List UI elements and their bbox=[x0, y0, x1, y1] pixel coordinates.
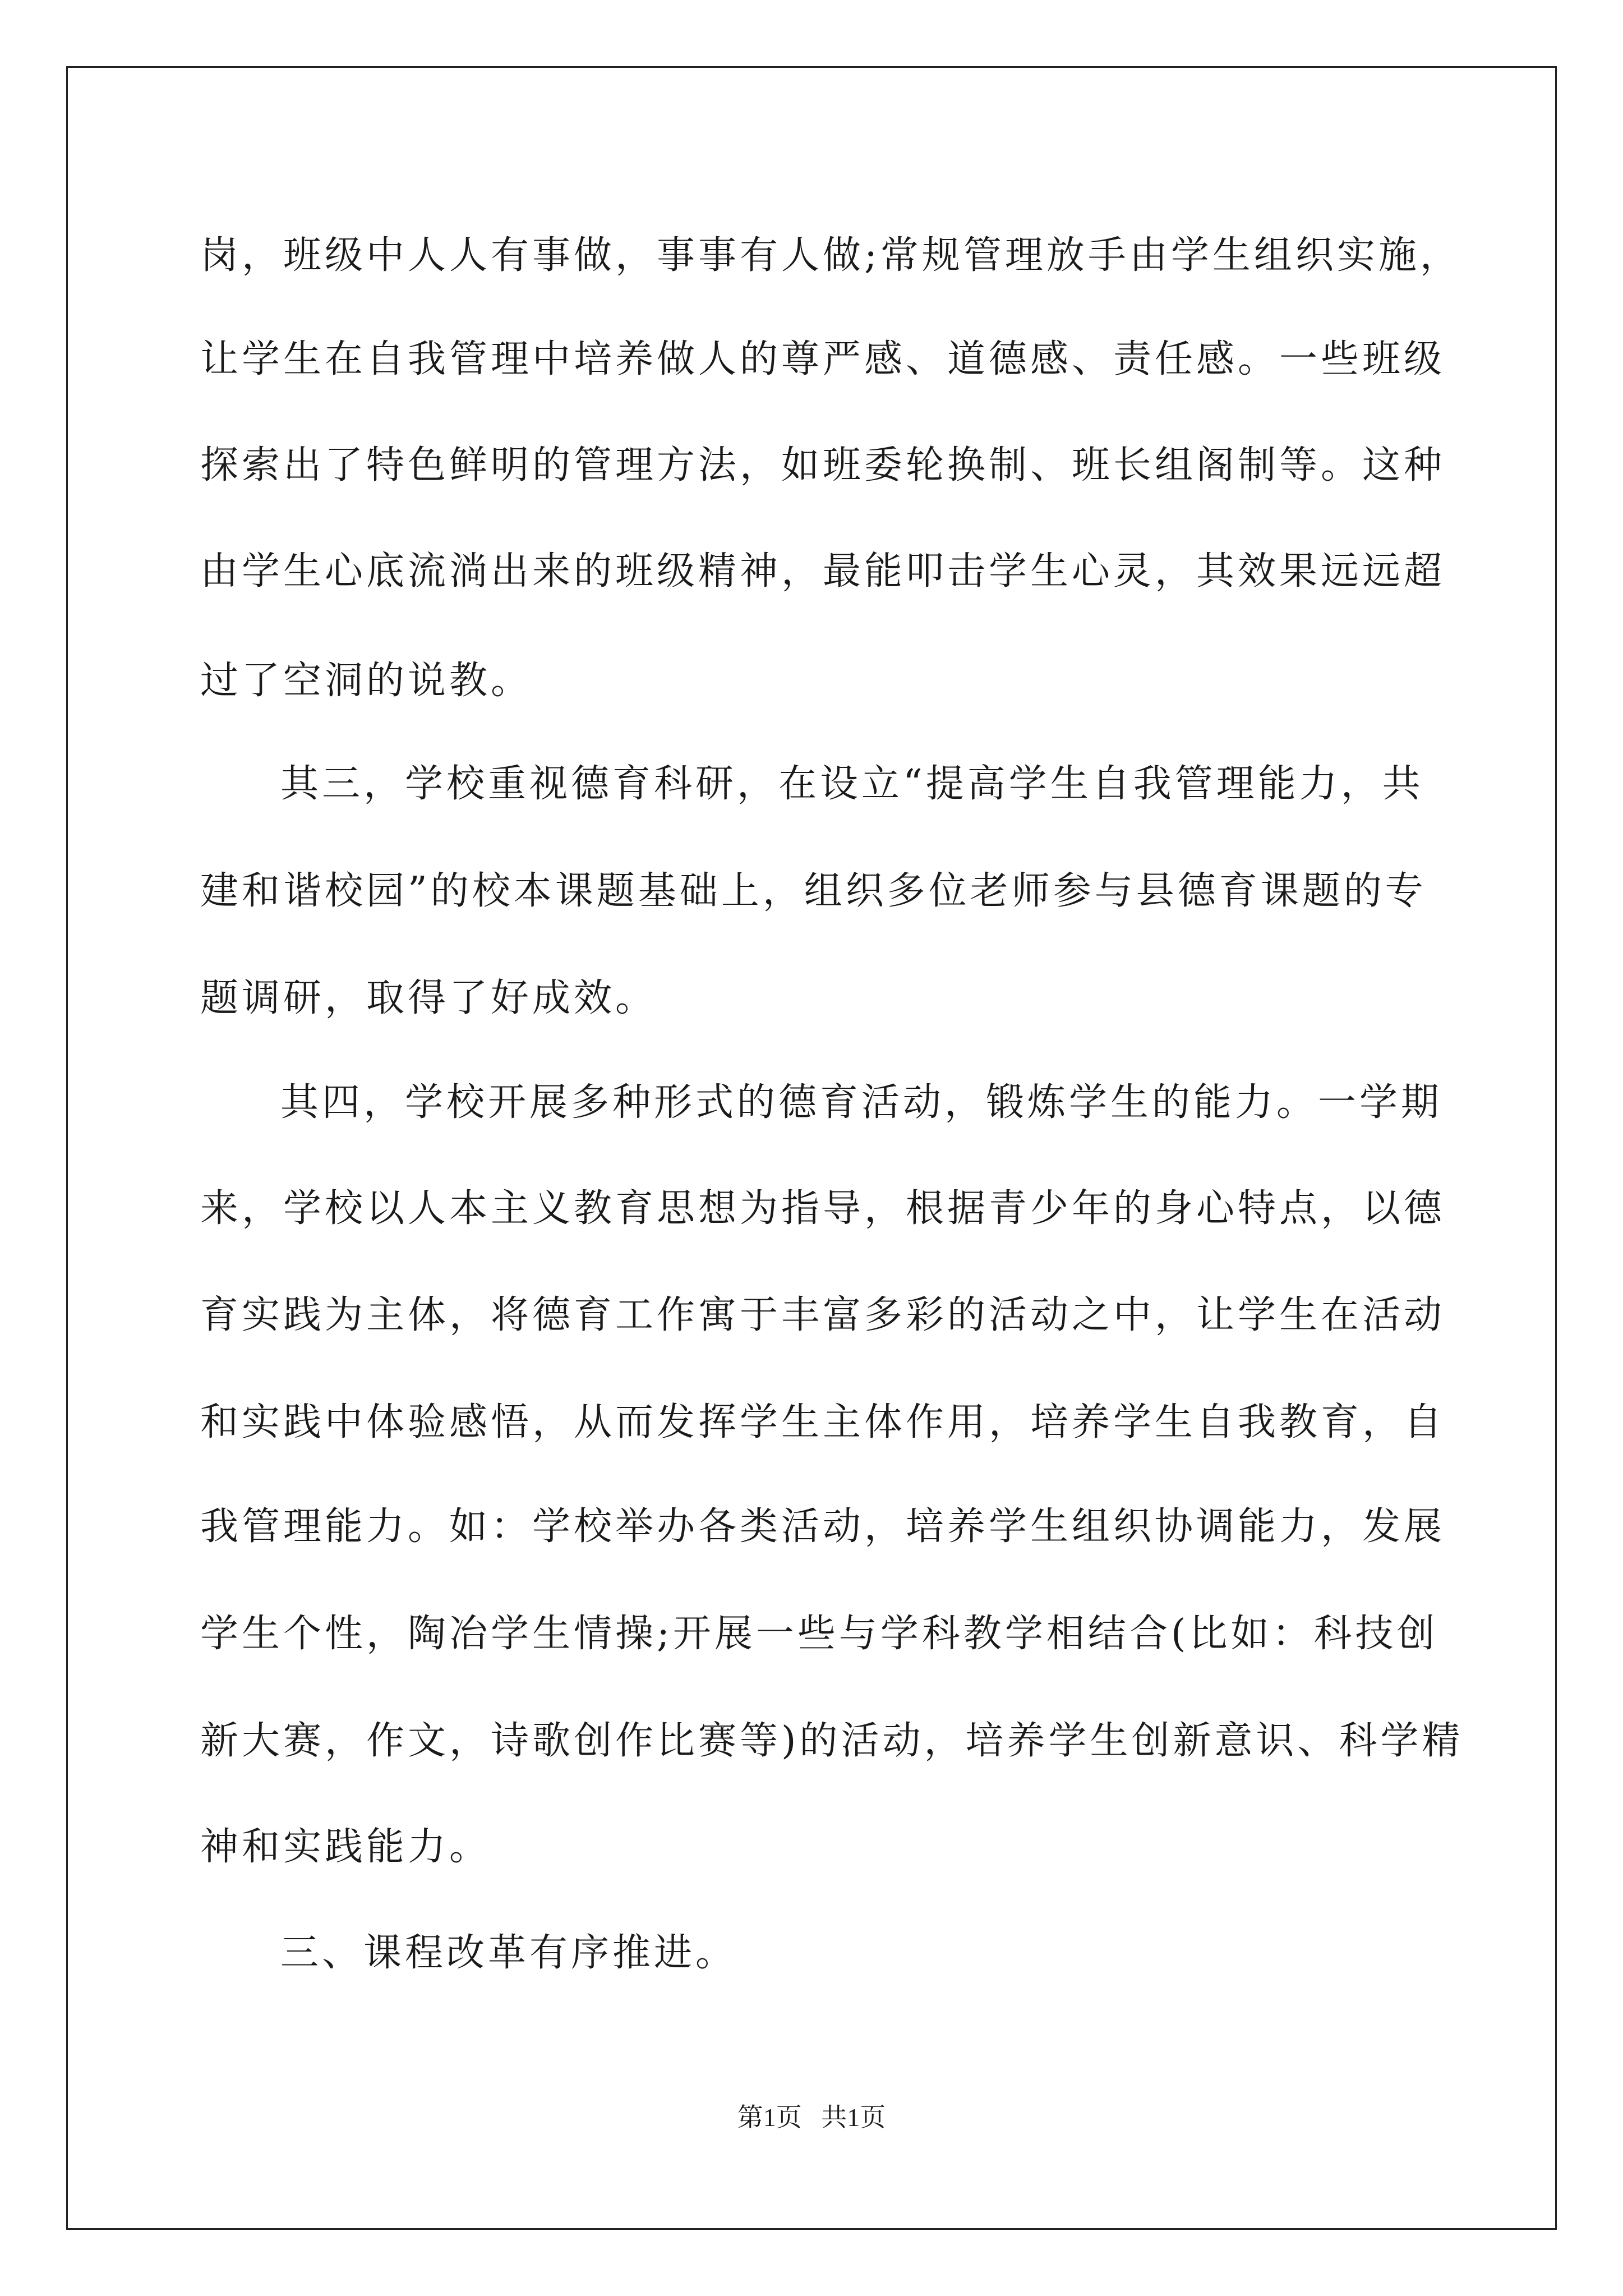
text-line: 三、课程改革有序推进。 bbox=[280, 1931, 737, 1975]
page-frame bbox=[66, 66, 1557, 2230]
text-line: 和实践中体验感悟，从而发挥学生主体作用，培养学生自我教育，自 bbox=[200, 1400, 1446, 1444]
page-number-footer: 第1页 共1页 bbox=[737, 2103, 886, 2132]
text-line: 岗，班级中人人有事做，事事有人做;常规管理放手由学生组织实施， bbox=[200, 233, 1461, 278]
text-line: 其四，学校开展多种形式的德育活动，锻炼学生的能力。一学期 bbox=[280, 1080, 1443, 1125]
text-line: 我管理能力。如：学校举办各类活动，培养学生组织协调能力，发展 bbox=[200, 1504, 1446, 1549]
text-line: 探索出了特色鲜明的管理方法，如班委轮换制、班长组阁制等。这种 bbox=[200, 443, 1446, 487]
text-line: 来，学校以人本主义教育思想为指导，根据青少年的身心特点，以德 bbox=[200, 1186, 1446, 1231]
text-line: 过了空洞的说教。 bbox=[200, 659, 533, 703]
text-line: 育实践为主体，将德育工作寓于丰富多彩的活动之中，让学生在活动 bbox=[200, 1293, 1446, 1337]
text-line: 新大赛，作文，诗歌创作比赛等)的活动，培养学生创新意识、科学精 bbox=[200, 1719, 1464, 1763]
text-line: 其三，学校重视德育科研，在设立“提高学生自我管理能力，共 bbox=[280, 762, 1424, 806]
text-line: 题调研，取得了好成效。 bbox=[200, 976, 657, 1020]
text-line: 学生个性，陶冶学生情操;开展一些与学科教学相结合(比如：科技创 bbox=[200, 1612, 1438, 1656]
text-line: 建和谐校园”的校本课题基础上，组织多位老师参与县德育课题的专 bbox=[200, 869, 1427, 913]
text-line: 让学生在自我管理中培养做人的尊严感、道德感、责任感。一些班级 bbox=[200, 337, 1446, 381]
text-line: 神和实践能力。 bbox=[200, 1825, 491, 1869]
text-line: 由学生心底流淌出来的班级精神，最能叩击学生心灵，其效果远远超 bbox=[200, 549, 1446, 593]
